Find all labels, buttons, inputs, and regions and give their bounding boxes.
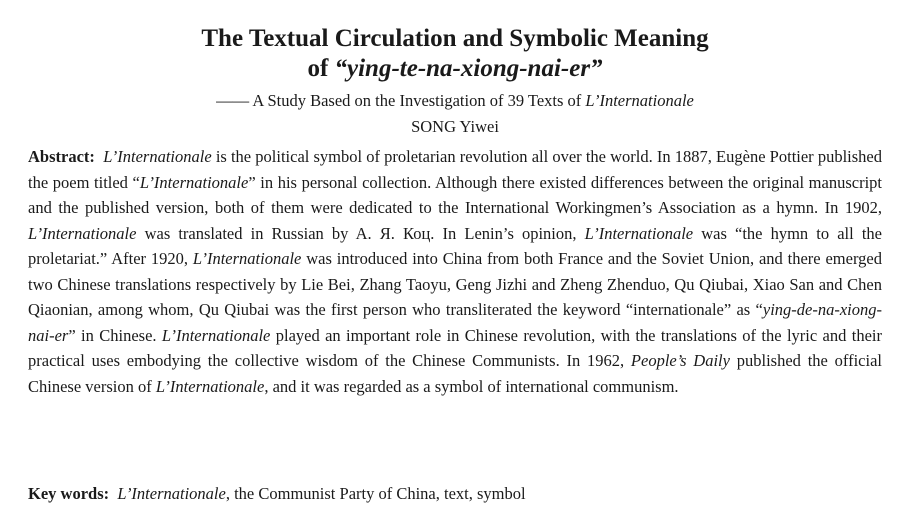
abstract-paragraph (28, 144, 882, 399)
keywords-line (28, 482, 882, 506)
paper-title-line-1: The Textual Circulation and Symbolic Meaning (201, 25, 709, 52)
title-line-2-prefix: of (307, 55, 335, 82)
abstract-italic-run: L’Internationale (155, 376, 265, 396)
keywords-label: Key words: (28, 484, 110, 503)
abstract-text-run: ” in Chinese. (68, 325, 162, 345)
abstract-italic-run: People’s Daily (630, 351, 730, 370)
abstract-label: Abstract: (28, 147, 95, 166)
abstract-text-run: ” in his personal collection. Although there existed differences between the original manuscript and the published version, both of them were dedicated to the International Workingmen’s Association as a hymn. In 1902, (28, 172, 882, 217)
abstract-body (28, 147, 882, 396)
paper-subtitle (0, 90, 910, 112)
subtitle-italic: L’Internationale (585, 91, 694, 110)
abstract-italic-run: L’Internationale (103, 147, 212, 166)
abstract-italic-run: L’Internationale (139, 172, 249, 192)
paper-title-line-2 (0, 54, 910, 84)
abstract-text-run: was introduced into China from both France and the Soviet Union, and there emerged two Chinese translations respectively by Lie Bei, Zhang Taoyu, Geng Jizhi and Zheng Zhenduo, Qu Qiubai, Xiao San and Chen Qiaonian, among whom, Qu Qiubai was the first person who transliterated the keyword “internationale” as “ (28, 249, 882, 319)
abstract-italic-run: ying-de-na-xiong-nai-er (28, 300, 882, 345)
abstract-text-run: , and it was regarded as a symbol of international communism. (264, 376, 679, 396)
abstract-text-run: was “the hymn to all the proletariat.” After 1920, (28, 223, 882, 268)
abstract-italic-run: L’Internationale (192, 249, 302, 268)
author-name: SONG Yiwei (411, 117, 499, 136)
subtitle-text: —— A Study Based on the Investigation of 39 Texts of (216, 91, 586, 110)
abstract-text-run: was translated in Russian by A. Я. Коц. In Lenin’s opinion, (136, 223, 585, 243)
abstract-italic-run: L’Internationale (28, 223, 137, 243)
abstract-italic-run: L’Internationale (161, 325, 271, 345)
abstract-italic-run: L’Internationale (584, 223, 694, 243)
keywords-rest: , the Communist Party of China, text, symbol (225, 484, 526, 503)
keyword-italic: L’Internationale (117, 484, 226, 503)
abstract-text-run: played an important role in Chinese revolution, with the translations of the lyric and their practical uses embodying the collective wisdom of the Chinese Communists. In 1962, (28, 325, 882, 370)
title-keyword: “ying-te-na-xiong-nai-er” (334, 55, 603, 82)
abstract-text-run: published the official Chinese version of (28, 351, 882, 396)
abstract-text-run: is the political symbol of proletarian revolution all over the world. In 1887, Eugène Pottier published the poem titled “ (28, 147, 882, 192)
